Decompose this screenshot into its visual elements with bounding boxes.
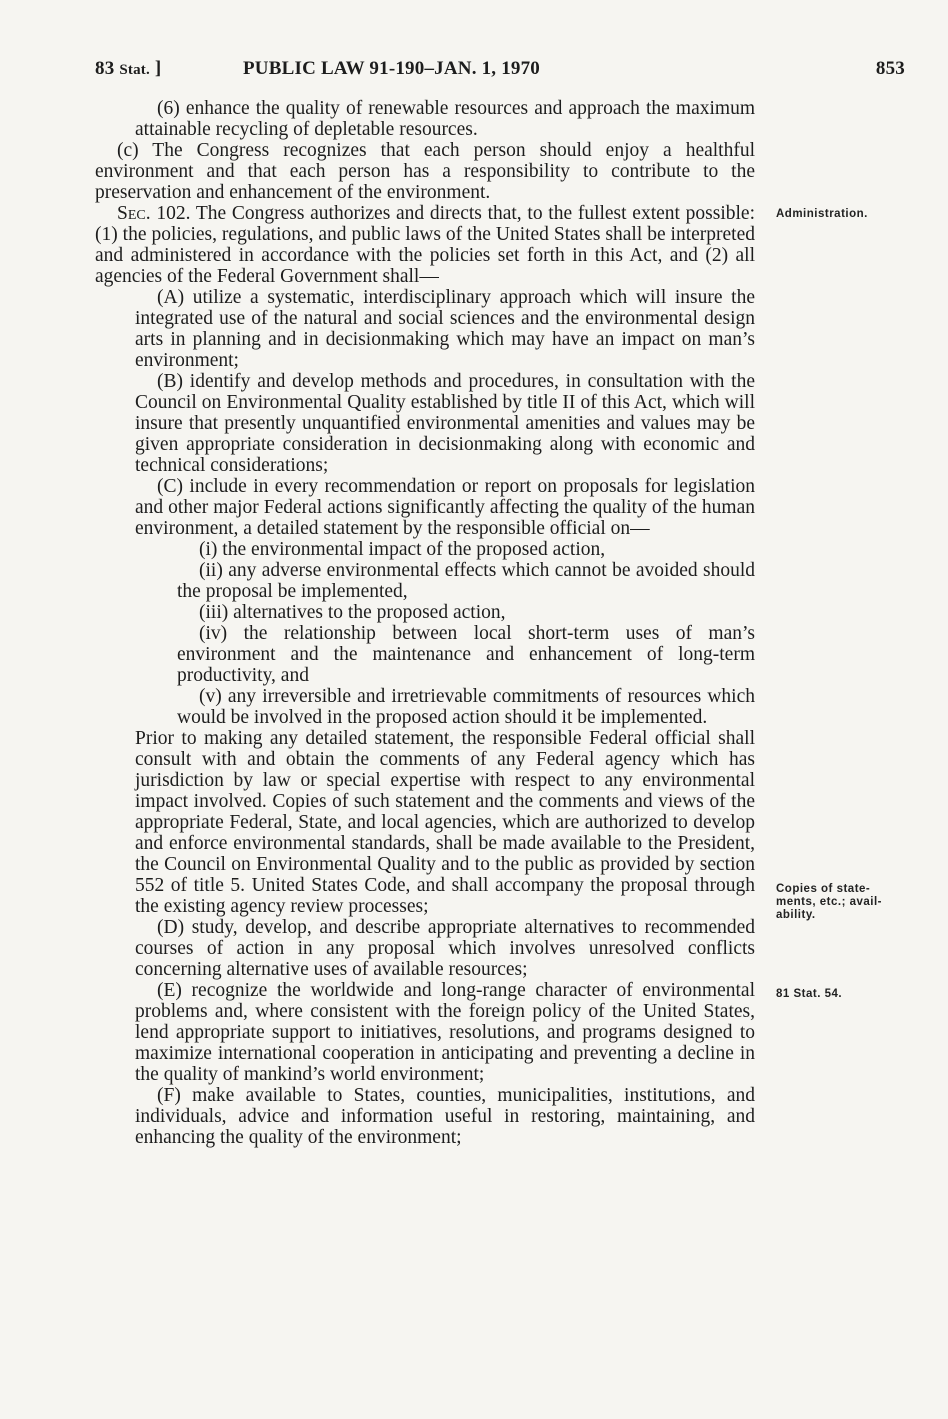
clause-ii: (ii) any adverse environmental effects which cannot be avoided should the proposal be implemented,	[177, 560, 755, 602]
margin-note-stat: 81 Stat. 54.	[776, 988, 843, 1000]
paragraph-c: (c) The Congress recognizes that each person should enjoy a healthful environment and that each person has a responsibility to contribute to the preservation and enhancement of the environment.	[95, 140, 755, 203]
paragraph-6: (6) enhance the quality of renewable resources and approach the maximum attainable recycling of depletable resources.	[135, 98, 755, 140]
clause-iii: (iii) alternatives to the proposed action,	[199, 602, 506, 623]
clause-iv: (iv) the relationship between local short-term uses of man’s environment and the maintenance and enhancement of long-term productivity, and	[177, 623, 755, 686]
header-citation: 83 Stat. ]	[95, 58, 162, 79]
margin-note-administration: Administration.	[776, 208, 868, 220]
paragraph-E: (E) recognize the worldwide and long-range character of environmental problems and, where consistent with the foreign policy of the United States, lend appropriate support to initiatives, resolutions, and programs designed to maximize international cooperation in anticipating and preventing a decline in the quality of mankind’s world environment;	[135, 980, 755, 1085]
page-header	[95, 58, 905, 86]
paragraph-C: (C) include in every recommendation or report on proposals for legislation and other major Federal actions significantly affecting the quality of the human environment, a detailed statement by the responsible official on—	[135, 476, 755, 539]
header-title: PUBLIC LAW 91-190–JAN. 1, 1970	[243, 58, 541, 79]
paragraph-D: (D) study, develop, and describe appropriate alternatives to recommended courses of action in any proposal which involves unresolved conflicts concerning alternative uses of available resources;	[135, 917, 755, 980]
margin-note-copies: Copies of state- ments, etc.; avail- ability.	[776, 883, 883, 921]
page-number: 853	[875, 58, 905, 79]
body-text	[95, 98, 755, 1148]
paragraph-B: (B) identify and develop methods and procedures, in consultation with the Council on Environmental Quality established by title II of this Act, which will insure that presently unquantified environmental amenities and values may be given appropriate consideration in decisionmaking along with economic and technical considerations;	[135, 371, 755, 476]
paragraph-F: (F) make available to States, counties, municipalities, institutions, and individuals, advice and information useful in restoring, maintaining, and enhancing the quality of the environment;	[135, 1085, 755, 1148]
clause-i: (i) the environmental impact of the proposed action,	[199, 539, 606, 560]
paragraph-A: (A) utilize a systematic, interdisciplinary approach which will insure the integrated use of the natural and social sciences and the environmental design arts in planning and in decisionmaking which may have an impact on man’s environment;	[135, 287, 755, 371]
clause-v: (v) any irreversible and irretrievable commitments of resources which would be involved in the proposed action should it be implemented.	[177, 686, 755, 728]
section-label: Sec. 102.	[117, 203, 191, 224]
paragraph-prior: Prior to making any detailed statement, the responsible Federal official shall consult with and obtain the comments of any Federal agency which has jurisdiction by law or special expertise with respect to any environmental impact involved. Copies of such statement and the comments and views of the appropriate Federal, State, and local agencies, which are authorized to develop and enforce environmental standards, shall be made available to the President, the Council on Environmental Quality and to the public as provided by section 552 of title 5. United States Code, and shall accompany the proposal through the existing agency review processes;	[135, 728, 755, 917]
header-stat: Stat.	[119, 62, 150, 78]
section-102: Sec. 102. The Congress authorizes and directs that, to the fullest extent possible: (1) the policies, regulations, and public laws of the United States shall be interpreted and administered in accordance with the policies set forth in this Act, and (2) all agencies of the Federal Government shall—	[95, 203, 755, 287]
